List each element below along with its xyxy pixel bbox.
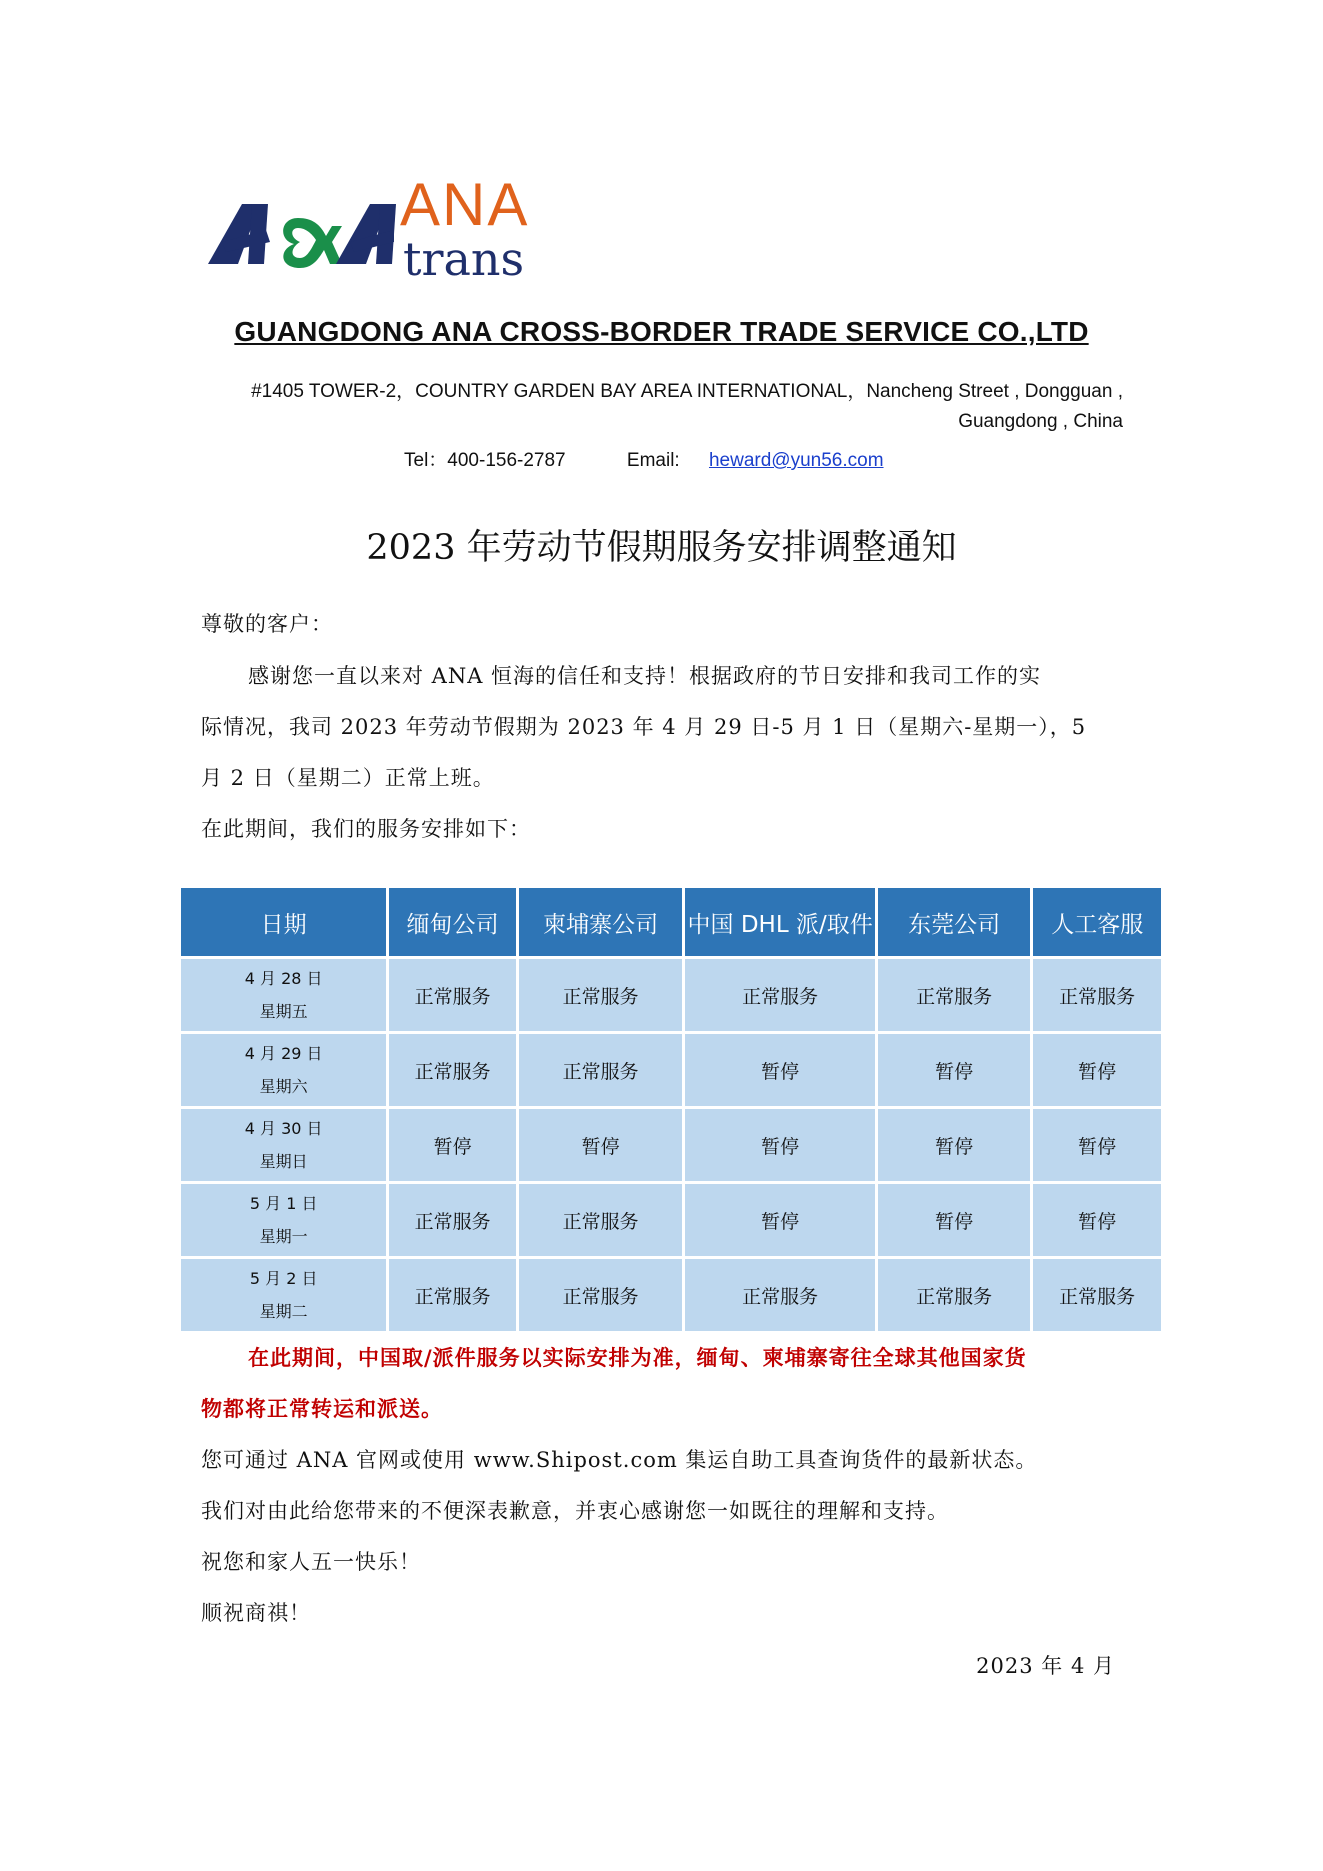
status-cell: 正常服务 — [878, 1259, 1031, 1331]
logo-ana-text: ANA — [400, 171, 530, 238]
status-cell: 正常服务 — [878, 959, 1031, 1031]
table-row — [181, 1109, 1161, 1181]
weekday: 星期六 — [259, 1077, 308, 1096]
date: 4 月 30 日 — [244, 1119, 323, 1138]
status-cell: 正常服务 — [685, 1259, 874, 1331]
status-cell: 正常服务 — [389, 1034, 516, 1106]
email-link[interactable]: heward@yun56.com — [708, 450, 884, 471]
status-cell: 暂停 — [878, 1034, 1031, 1106]
status-cell: 正常服务 — [519, 1259, 682, 1331]
date-cell — [181, 1184, 386, 1256]
date: 4 月 29 日 — [244, 1044, 323, 1063]
status-cell: 正常服务 — [519, 1184, 682, 1256]
status-cell: 暂停 — [1033, 1109, 1161, 1181]
header-date: 日期 — [181, 888, 386, 956]
status-cell: 暂停 — [685, 1109, 874, 1181]
status-cell: 暂停 — [389, 1109, 516, 1181]
header-cambodia: 柬埔寨公司 — [519, 888, 682, 956]
status-cell: 暂停 — [519, 1109, 682, 1181]
closing-line: 您可通过 ANA 官网或使用 www.Shipost.com 集运自助工具查询货件的最新状态。 — [201, 1448, 1038, 1472]
status-cell: 暂停 — [1033, 1184, 1161, 1256]
status-cell: 正常服务 — [389, 959, 516, 1031]
notice-date: 2023 年 4 月 — [976, 1654, 1115, 1678]
weekday: 星期日 — [259, 1152, 308, 1171]
status-cell: 暂停 — [685, 1184, 874, 1256]
date: 5 月 2 日 — [249, 1269, 318, 1288]
closing-line: 我们对由此给您带来的不便深表歉意，并衷心感谢您一如既往的理解和支持。 — [201, 1499, 949, 1523]
table-row — [181, 959, 1161, 1031]
notice-title: 2023 年劳动节假期服务安排调整通知 — [366, 528, 957, 568]
address-line-2: Guangdong , China — [958, 411, 1123, 432]
weekday: 星期二 — [259, 1302, 308, 1321]
body-paragraph-line: 月 2 日（星期二）正常上班。 — [201, 766, 495, 790]
status-cell: 暂停 — [878, 1109, 1031, 1181]
closing-line: 祝您和家人五一快乐！ — [201, 1550, 421, 1574]
status-cell: 暂停 — [878, 1184, 1031, 1256]
email-label: Email: — [626, 450, 680, 471]
greeting: 尊敬的客户： — [201, 612, 333, 636]
status-cell: 正常服务 — [389, 1259, 516, 1331]
date-cell — [181, 959, 386, 1031]
logo-trans-text: trans — [403, 232, 525, 286]
date: 5 月 1 日 — [249, 1194, 318, 1213]
status-cell: 正常服务 — [519, 1034, 682, 1106]
table-header-row — [181, 888, 1161, 956]
body-paragraph-line: 在此期间，我们的服务安排如下： — [201, 817, 531, 841]
table-row — [181, 1259, 1161, 1331]
notice-line: 在此期间，中国取/派件服务以实际安排为准，缅甸、柬埔寨寄往全球其他国家货 — [248, 1345, 1027, 1370]
status-cell: 正常服务 — [1033, 959, 1161, 1031]
weekday: 星期一 — [259, 1227, 308, 1246]
status-cell: 正常服务 — [519, 959, 682, 1031]
body-paragraph-line: 际情况，我司 2023 年劳动节假期为 2023 年 4 月 29 日-5 月 1 日（星期六-星期一），5 — [201, 715, 1087, 739]
header-dongguan: 东莞公司 — [878, 888, 1031, 956]
company-name: GUANGDONG ANA CROSS-BORDER TRADE SERVICE CO.,LTD — [234, 316, 1089, 347]
date-cell — [181, 1034, 386, 1106]
status-cell: 正常服务 — [685, 959, 874, 1031]
header-customer-service: 人工客服 — [1033, 888, 1161, 956]
weekday: 星期五 — [259, 1002, 308, 1021]
date: 4 月 28 日 — [244, 969, 323, 988]
contact-line — [404, 445, 884, 472]
status-cell: 暂停 — [1033, 1034, 1161, 1106]
service-schedule-table — [178, 885, 1164, 1334]
header-china-dhl: 中国 DHL 派/取件 — [685, 888, 874, 956]
status-cell: 正常服务 — [1033, 1259, 1161, 1331]
date-cell — [181, 1259, 386, 1331]
table-row — [181, 1184, 1161, 1256]
header-myanmar: 缅甸公司 — [389, 888, 516, 956]
address-line-1: #1405 TOWER-2，COUNTRY GARDEN BAY AREA INTERNATIONAL，Nancheng Street , Dongguan , — [251, 381, 1123, 402]
closing-line: 顺祝商祺！ — [201, 1601, 311, 1625]
status-cell: 正常服务 — [389, 1184, 516, 1256]
status-cell: 暂停 — [685, 1034, 874, 1106]
date-cell — [181, 1109, 386, 1181]
notice-line: 物都将正常转运和派送。 — [201, 1396, 443, 1421]
table-row — [181, 1034, 1161, 1106]
tel: Tel：400-156-2787 — [404, 450, 566, 471]
body-paragraph-line: 感谢您一直以来对 ANA 恒海的信任和支持！根据政府的节日安排和我司工作的实 — [248, 664, 1042, 688]
